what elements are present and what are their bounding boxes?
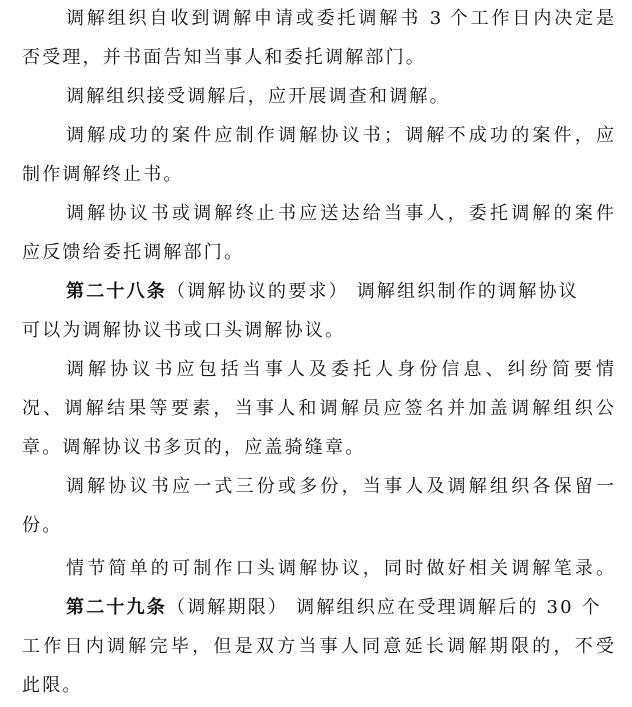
paragraph-line: 调解成功的案件应制作调解协议书；调解不成功的案件，应	[66, 125, 614, 146]
paragraph-line: 情节简单的可制作口头调解协议，同时做好相关调解笔录。	[66, 558, 614, 579]
paragraph-line: 章。调解协议书多页的，应盖骑缝章。	[22, 437, 366, 458]
paragraph-line: 况、调解结果等要素，当事人和调解员应签名并加盖调解组织公	[22, 398, 614, 419]
paragraph-line: 调解组织自收到调解申请或委托调解书 3 个工作日内决定是	[66, 8, 614, 29]
paragraph-line: 制作调解终止书。	[22, 164, 184, 185]
article-number: 第二十八条	[66, 281, 167, 302]
article-heading-text: （调解期限） 调解组织应在受理调解后的 30 个	[167, 597, 602, 618]
paragraph-line: 此限。	[22, 675, 83, 696]
paragraph-line: 调解协议书应包括当事人及委托人身份信息、纠纷简要情	[66, 359, 614, 380]
paragraph-line: 调解协议书应一式三份或多份，当事人及调解组织各保留一	[66, 476, 614, 497]
article-first-line	[66, 273, 614, 311]
paragraph-line: 否受理，并书面告知当事人和委托调解部门。	[22, 47, 426, 68]
paragraph-line: 调解组织接受调解后，应开展调查和调解。	[66, 86, 450, 107]
paragraph-line: 调解协议书或调解终止书应送达给当事人，委托调解的案件	[66, 203, 614, 224]
paragraph-line: 可以为调解协议书或口头调解协议。	[22, 320, 346, 341]
paragraph-line: 应反馈给委托调解部门。	[22, 242, 245, 263]
article-number: 第二十九条	[66, 597, 167, 618]
article-first-line	[66, 589, 614, 627]
paragraph-line: 工作日内调解完毕，但是双方当事人同意延长调解期限的，不受	[22, 636, 614, 657]
article-heading-text: （调解协议的要求） 调解组织制作的调解协议	[167, 281, 579, 302]
paragraph-line: 份。	[22, 515, 63, 536]
